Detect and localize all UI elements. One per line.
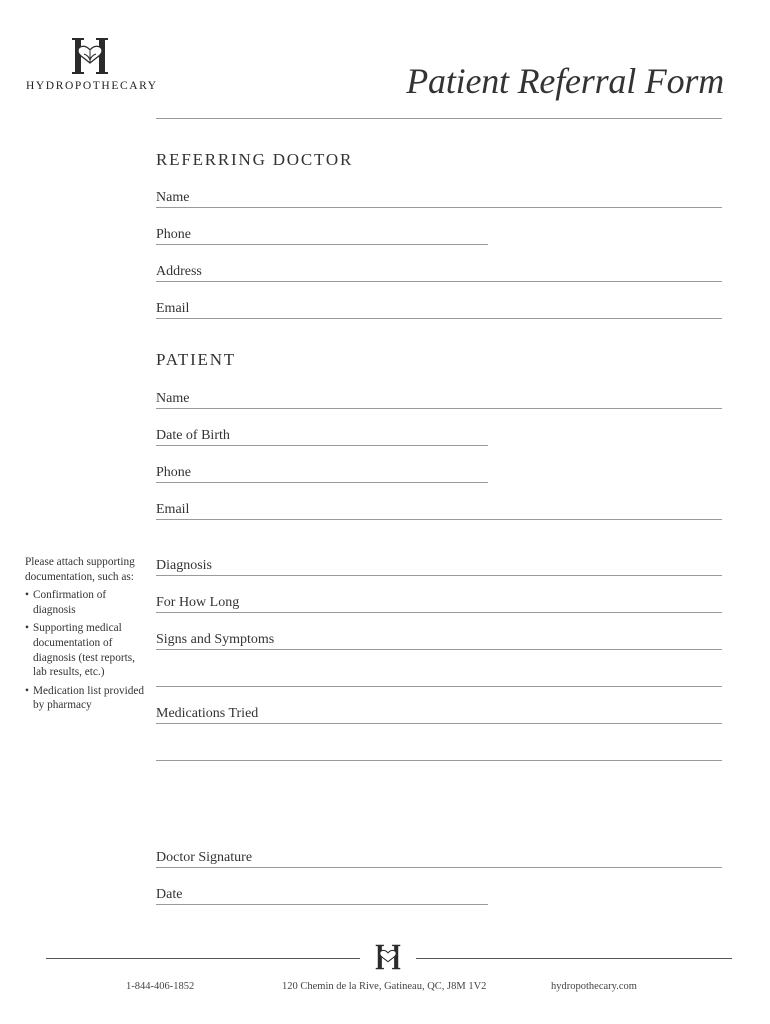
attachment-note	[25, 555, 147, 717]
doctor-signature-label: Doctor Signature	[156, 850, 253, 865]
patient-dob-field[interactable]	[156, 425, 488, 446]
doctor-phone-label: Phone	[156, 227, 191, 242]
footer-website[interactable]: hydropothecary.com	[551, 981, 637, 992]
medications-tried-field[interactable]	[156, 703, 722, 724]
medications-tried-label: Medications Tried	[156, 706, 259, 721]
signs-symptoms-field[interactable]	[156, 629, 722, 650]
patient-email-label: Email	[156, 502, 190, 517]
attachment-item: • Supporting medical documentation of diagnosis (test reports, lab results, etc.)	[25, 621, 147, 679]
doctor-name-field[interactable]	[156, 187, 722, 208]
patient-phone-field[interactable]	[156, 462, 488, 483]
brand-logo	[26, 36, 158, 92]
doctor-phone-field[interactable]	[156, 224, 488, 245]
medications-extra-line[interactable]	[156, 760, 722, 761]
patient-name-field[interactable]	[156, 388, 722, 409]
page-title: Patient Referral Form	[406, 61, 724, 101]
diagnosis-field[interactable]	[156, 555, 722, 576]
patient-email-field[interactable]	[156, 499, 722, 520]
signature-date-label: Date	[156, 887, 183, 902]
doctor-signature-field[interactable]	[156, 847, 722, 868]
doctor-address-field[interactable]	[156, 261, 722, 282]
attachment-item: • Confirmation of diagnosis	[25, 588, 147, 617]
for-how-long-field[interactable]	[156, 592, 722, 613]
patient-phone-label: Phone	[156, 465, 191, 480]
diagnosis-label: Diagnosis	[156, 558, 212, 573]
footer-divider-left	[46, 958, 360, 959]
title-divider	[156, 118, 722, 119]
signs-symptoms-extra-line[interactable]	[156, 686, 722, 687]
signature-date-field[interactable]	[156, 884, 488, 905]
patient-heading: PATIENT	[156, 350, 236, 369]
for-how-long-label: For How Long	[156, 595, 240, 610]
footer-address: 120 Chemin de la Rive, Gatineau, QC, J8M 1V2	[282, 981, 487, 992]
referring-doctor-heading: REFERRING DOCTOR	[156, 150, 354, 169]
footer-logo	[373, 943, 403, 976]
brand-name: HYDROPOTHECARY	[26, 80, 158, 92]
signs-symptoms-label: Signs and Symptoms	[156, 632, 275, 647]
doctor-name-label: Name	[156, 190, 190, 205]
h-monogram-small-icon	[373, 943, 403, 971]
doctor-address-label: Address	[156, 264, 202, 279]
doctor-email-field[interactable]	[156, 298, 722, 319]
attachment-note-intro: Please attach supporting documentation, such as:	[25, 556, 135, 583]
h-monogram-logo-icon	[68, 36, 112, 76]
patient-dob-label: Date of Birth	[156, 428, 230, 443]
footer-divider-right	[416, 958, 732, 959]
footer-phone: 1-844-406-1852	[126, 981, 195, 992]
attachment-item: • Medication list provided by pharmacy	[25, 684, 147, 713]
doctor-email-label: Email	[156, 301, 190, 316]
attachment-list	[25, 588, 147, 713]
patient-name-label: Name	[156, 391, 190, 406]
